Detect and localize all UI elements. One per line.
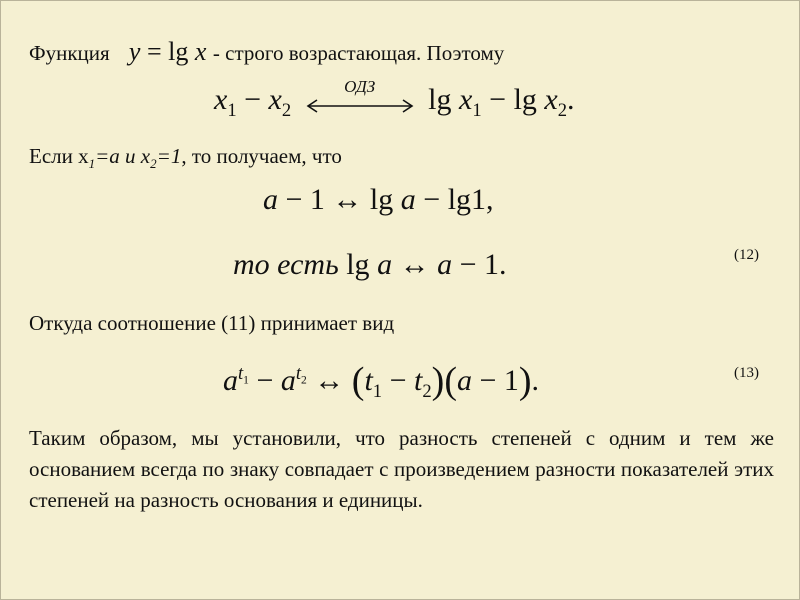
equation-number-13: (13) bbox=[734, 365, 759, 381]
odz-label: ОДЗ bbox=[344, 77, 376, 97]
line-relation-form: Откуда соотношение (11) принимает вид bbox=[29, 311, 395, 335]
equation-number-12: (12) bbox=[734, 247, 759, 263]
line-substitution: Если $x_1=а$ и $x_2=1$, то получаем, что bbox=[29, 144, 342, 172]
formula-y-lg-x: y = lg x bbox=[128, 37, 207, 66]
equivalence-arrow-icon: ↔ bbox=[399, 248, 430, 281]
equivalence-arrow-icon: ↔ bbox=[332, 183, 363, 216]
equation-a-minus-1: a − 1 ↔ lg a − lg1, bbox=[263, 183, 494, 216]
line1-text-before: Функция bbox=[29, 41, 110, 65]
long-double-arrow-icon bbox=[305, 99, 415, 113]
odz-double-arrow bbox=[305, 77, 415, 117]
equation-power-difference: $a^{t_1} - a^{t_2}$ ↔ $(t_1 - t_2)(a - 1)$. bbox=[223, 360, 540, 402]
conclusion-paragraph: Таким образом, мы установили, что разность степеней с одним и тем же основанием всегда по знаку совпадает с произведением разности показателей этих степеней на разность основания и единицы. bbox=[29, 426, 774, 512]
equivalence-arrow-icon: ↔ bbox=[314, 364, 345, 397]
equation-that-is: то есть lg a ↔ a − 1. bbox=[233, 248, 507, 281]
equation-odz-equivalence: $x_1 - x_2$ ОДЗ $\lg x_1 - \lg x_2$. bbox=[214, 77, 575, 121]
line-function-definition bbox=[29, 37, 504, 67]
line1-text-after: - строго возрастающая. Поэтому bbox=[212, 41, 505, 65]
